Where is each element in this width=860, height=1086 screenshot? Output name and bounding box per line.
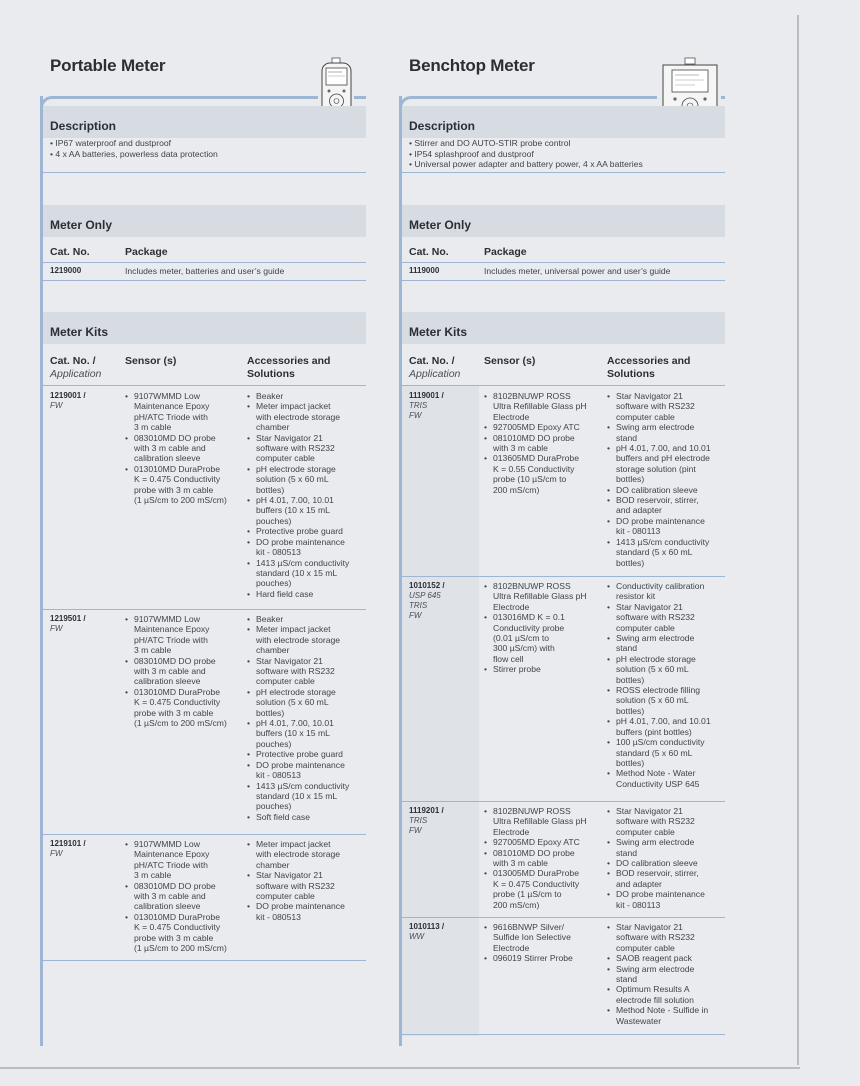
accessory-item: • pH electrode storage solution (5 x 60 mL bottles) bbox=[247, 464, 365, 495]
accessory-item: • DO probe maintenance kit - 080113 bbox=[607, 889, 725, 910]
description-item: • IP54 splashproof and dustproof bbox=[409, 148, 534, 159]
divider bbox=[43, 385, 366, 386]
accessory-item: • DO probe maintenance kit - 080113 bbox=[607, 516, 725, 537]
accessory-item: • pH electrode storage solution (5 x 60 mL bottles) bbox=[247, 687, 365, 718]
meter-only-package: Includes meter, batteries and user’s guide bbox=[125, 266, 285, 276]
page-edge-right bbox=[797, 15, 799, 1065]
col-package: Package bbox=[484, 246, 527, 258]
divider bbox=[43, 960, 366, 961]
sensor-item: • 927005MD Epoxy ATC bbox=[484, 837, 604, 847]
sensor-item: • 013010MD DuraProbe K = 0.475 Conductivity probe with 3 m cable (1 µS/cm to 200 mS/cm) bbox=[125, 464, 245, 506]
divider bbox=[402, 262, 725, 263]
section-frame-rule bbox=[60, 96, 318, 99]
kit-sensor-list bbox=[125, 839, 245, 953]
sensor-item: • 013605MD DuraProbe K = 0.55 Conductivity probe (10 µS/cm to 200 mS/cm) bbox=[484, 453, 604, 495]
accessory-item: • 1413 µS/cm conductivity standard (10 x 15 mL pouches) bbox=[247, 781, 365, 812]
kit-sensor-list bbox=[484, 922, 604, 964]
kit-row bbox=[409, 922, 444, 942]
sensor-item: • 927005MD Epoxy ATC bbox=[484, 422, 604, 432]
accessory-item: • 100 µS/cm conductivity standard (5 x 60 mL bottles) bbox=[607, 737, 725, 768]
accessory-item: • pH electrode storage solution (5 x 60 mL bottles) bbox=[607, 654, 725, 685]
section-frame-rule bbox=[721, 96, 725, 99]
divider bbox=[402, 801, 725, 802]
accessory-item: • Star Navigator 21 software with RS232 computer cable bbox=[607, 391, 725, 422]
kit-accessory-list bbox=[247, 614, 365, 822]
col-sensors: Sensor (s) bbox=[125, 355, 177, 367]
accessory-item: • ROSS electrode filling solution (5 x 60 mL bottles) bbox=[607, 685, 725, 716]
accessory-item: • DO calibration sleeve bbox=[607, 858, 725, 868]
accessory-item: • Star Navigator 21 software with RS232 computer cable bbox=[607, 806, 725, 837]
kit-cat-no: 1119201 / bbox=[409, 806, 444, 815]
meter-only-heading: Meter Only bbox=[402, 205, 725, 237]
sensor-item: • 096019 Stirrer Probe bbox=[484, 953, 604, 963]
col-package: Package bbox=[125, 246, 168, 258]
divider bbox=[402, 1034, 725, 1035]
col-accessories: Accessories and Solutions bbox=[247, 355, 331, 380]
accessory-item: • SAOB reagent pack bbox=[607, 953, 725, 963]
description-item: • Universal power adapter and battery power, 4 x AA batteries bbox=[409, 159, 643, 169]
accessory-item: • BOD reservoir, stirrer, and adapter bbox=[607, 868, 725, 889]
divider bbox=[402, 917, 725, 918]
sensor-item: • 083010MD DO probe with 3 m cable and calibration sleeve bbox=[125, 656, 245, 687]
divider bbox=[43, 172, 366, 173]
kit-row bbox=[409, 581, 445, 621]
kit-application: TRIS FW bbox=[409, 816, 428, 835]
section-frame-rule bbox=[354, 96, 366, 99]
col-cat-no: Cat. No. bbox=[409, 246, 449, 258]
divider bbox=[402, 576, 725, 577]
kit-sensor-list bbox=[484, 581, 604, 675]
section-frame-rule bbox=[419, 96, 657, 99]
kit-row bbox=[409, 391, 444, 421]
accessory-item: • DO calibration sleeve bbox=[607, 485, 725, 495]
sensor-item: • 013010MD DuraProbe K = 0.475 Conductivity probe with 3 m cable (1 µS/cm to 200 mS/cm) bbox=[125, 687, 245, 729]
kit-application: FW bbox=[50, 401, 63, 410]
sensor-item: • Stirrer probe bbox=[484, 664, 604, 674]
sensor-item: • 9616BNWP Silver/ Sulfide Ion Selective Electrode bbox=[484, 922, 604, 953]
accessory-item: • Hard field case bbox=[247, 589, 365, 599]
kit-application: TRIS FW bbox=[409, 401, 428, 420]
kit-cat-no: 1010152 / bbox=[409, 581, 445, 590]
kit-row bbox=[409, 806, 444, 836]
page-title: Portable Meter bbox=[50, 56, 166, 75]
accessory-item: • Meter impact jacket with electrode storage chamber bbox=[247, 624, 365, 655]
accessory-item: • Beaker bbox=[247, 391, 365, 401]
sensor-item: • 9107WMMD Low Maintenance Epoxy pH/ATC Triode with 3 m cable bbox=[125, 614, 245, 656]
kit-row bbox=[50, 839, 86, 859]
accessory-item: • pH 4.01, 7.00, and 10.01 buffers and pH electrode storage solution (pint bottles) bbox=[607, 443, 725, 485]
kit-accessory-list bbox=[607, 806, 725, 910]
accessory-item: • Soft field case bbox=[247, 812, 365, 822]
accessory-item: • Optimum Results A electrode fill solution bbox=[607, 984, 725, 1005]
sensor-item: • 083010MD DO probe with 3 m cable and calibration sleeve bbox=[125, 433, 245, 464]
meter-only-cat: 1119000 bbox=[409, 266, 440, 275]
col-sensors: Sensor (s) bbox=[484, 355, 536, 367]
accessory-item: • Swing arm electrode stand bbox=[607, 837, 725, 858]
accessory-item: • pH 4.01, 7.00, and 10.01 buffers (pint bottles) bbox=[607, 716, 725, 737]
meter-only-cat: 1219000 bbox=[50, 266, 82, 275]
accessory-item: • 1413 µS/cm conductivity standard (5 x 60 mL bottles) bbox=[607, 537, 725, 568]
description-list bbox=[50, 138, 218, 159]
accessory-item: • BOD reservoir, stirrer, and adapter bbox=[607, 495, 725, 516]
sensor-item: • 013005MD DuraProbe K = 0.475 Conductivity probe (1 µS/cm to 200 mS/cm) bbox=[484, 868, 604, 910]
accessory-item: • Method Note - Sulfide in Wastewater bbox=[607, 1005, 725, 1026]
sensor-item: • 8102BNUWP ROSS Ultra Refillable Glass pH Electrode bbox=[484, 581, 604, 612]
kit-accessory-list bbox=[247, 391, 365, 599]
accessory-item: • Meter impact jacket with electrode storage chamber bbox=[247, 401, 365, 432]
accessory-item: • Method Note - Water Conductivity USP 645 bbox=[607, 768, 725, 789]
page-title: Benchtop Meter bbox=[409, 56, 535, 75]
kit-sensor-list bbox=[125, 614, 245, 728]
accessory-item: • DO probe maintenance kit - 080513 bbox=[247, 901, 365, 922]
sensor-item: • 9107WMMD Low Maintenance Epoxy pH/ATC Triode with 3 m cable bbox=[125, 839, 245, 881]
accessory-item: • Meter impact jacket with electrode storage chamber bbox=[247, 839, 365, 870]
kit-application: WW bbox=[409, 932, 425, 941]
kit-sensor-list bbox=[484, 391, 604, 495]
meter-kits-heading: Meter Kits bbox=[402, 312, 725, 344]
meter-kits-heading: Meter Kits bbox=[43, 312, 366, 344]
accessory-item: • DO probe maintenance kit - 080513 bbox=[247, 760, 365, 781]
description-item: • IP67 waterproof and dustproof bbox=[50, 138, 172, 148]
col-cat-no: Cat. No. bbox=[50, 246, 90, 258]
kit-cat-no: 1219101 / bbox=[50, 839, 86, 848]
divider bbox=[402, 280, 725, 281]
kit-application: FW bbox=[50, 624, 63, 633]
accessory-item: • Star Navigator 21 software with RS232 computer cable bbox=[607, 922, 725, 953]
sensor-item: • 081010MD DO probe with 3 m cable bbox=[484, 848, 604, 869]
sensor-item: • 081010MD DO probe with 3 m cable bbox=[484, 433, 604, 454]
meter-only-package: Includes meter, universal power and user’s guide bbox=[484, 266, 671, 276]
description-list bbox=[409, 138, 643, 170]
accessory-item: • Swing arm electrode stand bbox=[607, 422, 725, 443]
kit-sensor-list bbox=[125, 391, 245, 505]
divider bbox=[43, 262, 366, 263]
description-item: • 4 x AA batteries, powerless data protection bbox=[50, 148, 218, 159]
accessory-item: • pH 4.01, 7.00, 10.01 buffers (10 x 15 mL pouches) bbox=[247, 718, 365, 749]
sensor-item: • 083010MD DO probe with 3 m cable and calibration sleeve bbox=[125, 881, 245, 912]
kit-sensor-list bbox=[484, 806, 604, 910]
sensor-item: • 013016MD K = 0.1 Conductivity probe (0.01 µS/cm to 300 µS/cm) with flow cell bbox=[484, 612, 604, 664]
accessory-item: • Swing arm electrode stand bbox=[607, 633, 725, 654]
accessory-item: • 1413 µS/cm conductivity standard (10 x 15 mL pouches) bbox=[247, 558, 365, 589]
description-heading: Description bbox=[402, 106, 725, 138]
accessory-item: • Beaker bbox=[247, 614, 365, 624]
sensor-item: • 8102BNUWP ROSS Ultra Refillable Glass pH Electrode bbox=[484, 806, 604, 837]
accessory-item: • pH 4.01, 7.00, 10.01 buffers (10 x 15 mL pouches) bbox=[247, 495, 365, 526]
kit-application: FW bbox=[50, 849, 63, 858]
kit-cat-no: 1010113 / bbox=[409, 922, 445, 931]
accessory-item: • Star Navigator 21 software with RS232 computer cable bbox=[247, 870, 365, 901]
sensor-item: • 9107WMMD Low Maintenance Epoxy pH/ATC Triode with 3 m cable bbox=[125, 391, 245, 433]
divider bbox=[43, 280, 366, 281]
sensor-item: • 8102BNUWP ROSS Ultra Refillable Glass pH Electrode bbox=[484, 391, 604, 422]
accessory-item: • DO probe maintenance kit - 080513 bbox=[247, 537, 365, 558]
sensor-item: • 013010MD DuraProbe K = 0.475 Conductivity probe with 3 m cable (1 µS/cm to 200 mS/cm) bbox=[125, 912, 245, 954]
kit-cat-no: 1119001 / bbox=[409, 391, 444, 400]
kit-row bbox=[50, 614, 86, 634]
kit-cat-no: 1219501 / bbox=[50, 614, 86, 623]
description-heading: Description bbox=[43, 106, 366, 138]
kit-accessory-list bbox=[247, 839, 365, 922]
kit-accessory-list bbox=[607, 391, 725, 568]
accessory-item: • Conductivity calibration resistor kit bbox=[607, 581, 725, 602]
col-cat-application: Cat. No. / Application bbox=[50, 355, 102, 380]
accessory-item: • Swing arm electrode stand bbox=[607, 964, 725, 985]
accessory-item: • Protective probe guard bbox=[247, 749, 365, 759]
accessory-item: • Star Navigator 21 software with RS232 computer cable bbox=[247, 433, 365, 464]
col-accessories: Accessories and Solutions bbox=[607, 355, 691, 380]
kit-row bbox=[50, 391, 86, 411]
divider bbox=[402, 172, 725, 173]
meter-only-heading: Meter Only bbox=[43, 205, 366, 237]
accessory-item: • Star Navigator 21 software with RS232 computer cable bbox=[247, 656, 365, 687]
accessory-item: • Star Navigator 21 software with RS232 computer cable bbox=[607, 602, 725, 633]
kit-cat-no: 1219001 / bbox=[50, 391, 86, 400]
divider bbox=[43, 834, 366, 835]
divider bbox=[43, 609, 366, 610]
description-item: • Stirrer and DO AUTO-STIR probe control bbox=[409, 138, 571, 148]
col-cat-application: Cat. No. / Application bbox=[409, 355, 461, 380]
section-frame-line bbox=[40, 96, 43, 1046]
accessory-item: • Protective probe guard bbox=[247, 526, 365, 536]
kit-accessory-list bbox=[607, 581, 725, 789]
kit-accessory-list bbox=[607, 922, 725, 1026]
kit-application: USP 645 TRIS FW bbox=[409, 591, 441, 620]
page-edge-bottom bbox=[0, 1067, 800, 1069]
